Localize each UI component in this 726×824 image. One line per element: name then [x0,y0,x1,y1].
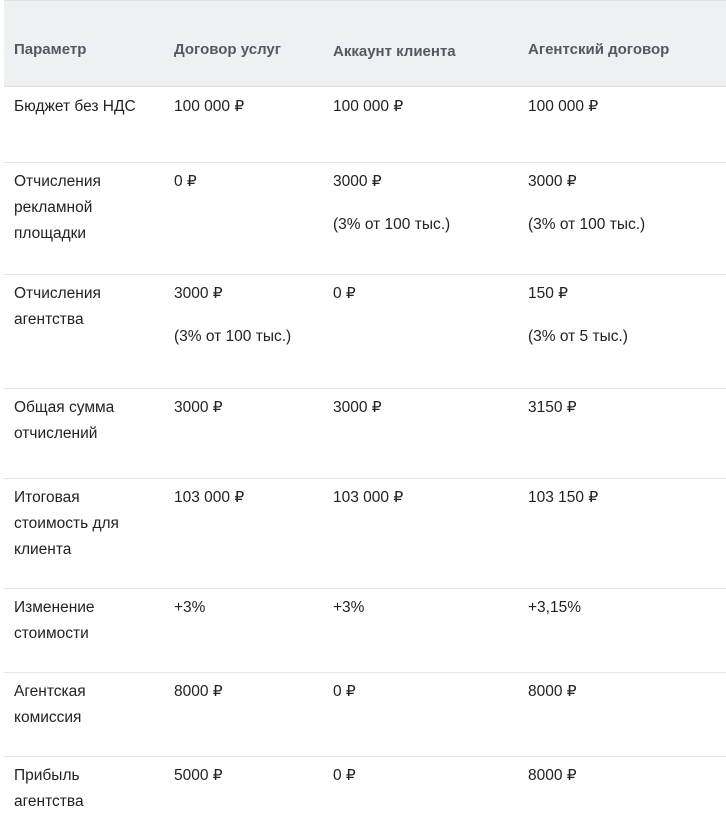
cell-client-account [333,485,523,511]
cell-services [174,281,324,350]
cell-agency [528,595,718,621]
cell-services [174,169,324,195]
table-row [4,673,726,757]
cell-value: 3000 ₽ [333,173,382,190]
cell-value: 8000 ₽ [528,683,577,700]
cell-value: 0 ₽ [333,683,356,700]
cell-param: Агентская комиссия [14,683,86,726]
cell-value: 3000 ₽ [174,399,223,416]
cell-agency [528,763,718,789]
cell-param: Бюджет без НДС [14,98,136,115]
cell-note: (3% от 100 тыс.) [333,216,451,233]
cell-value: 0 ₽ [333,285,356,302]
cell-value: 8000 ₽ [528,767,577,784]
cell-note: (3% от 100 тыс.) [528,216,646,233]
cell-client-account [333,281,523,307]
cell-client-account [333,395,523,421]
cell-services [174,94,324,120]
comparison-table [4,0,726,824]
cell-value: 3000 ₽ [333,399,382,416]
header-agency-contract: Агентский договор [528,41,670,58]
cell-client-account [333,595,523,621]
cell-value: 0 ₽ [333,767,356,784]
cell-value: 103 000 ₽ [174,489,245,506]
cell-services [174,395,324,421]
cell-param: Изменение стоимости [14,599,95,642]
cell-agency [528,395,718,421]
cell-value: 0 ₽ [174,173,197,190]
cell-value: +3% [333,599,365,616]
header-services-contract: Договор услуг [174,41,281,58]
cell-services [174,485,324,511]
cell-value: 103 000 ₽ [333,489,404,506]
cell-services [174,595,324,621]
cell-value: 100 000 ₽ [333,98,404,115]
cell-value: 100 000 ₽ [528,98,599,115]
cell-agency [528,485,718,511]
cell-value: 100 000 ₽ [174,98,245,115]
cell-services [174,679,324,705]
table-header [4,0,726,87]
cell-agency [528,94,718,120]
cell-services [174,763,324,789]
cell-param: Общая сумма отчислений [14,399,115,442]
cell-client-account [333,169,523,238]
cell-client-account [333,94,523,120]
cell-agency [528,679,718,705]
table-row [4,275,726,389]
table-row [4,589,726,673]
cell-value: +3,15% [528,599,582,616]
cell-value: 3150 ₽ [528,399,577,416]
cell-value: 150 ₽ [528,285,569,302]
cell-note: (3% от 5 тыс.) [528,328,628,345]
cell-value: 103 150 ₽ [528,489,599,506]
cell-client-account [333,763,523,789]
cell-client-account [333,679,523,705]
cell-note: (3% от 100 тыс.) [174,328,292,345]
cell-value: +3% [174,599,206,616]
cell-param: Отчисления агентства [14,285,101,328]
cell-param: Итоговая стоимость для клиента [14,489,119,558]
cell-value: 3000 ₽ [174,285,223,302]
table-row [4,163,726,275]
table-row [4,757,726,824]
cell-value: 5000 ₽ [174,767,223,784]
table-row [4,87,726,163]
table-row [4,389,726,479]
cell-agency [528,169,718,238]
cell-param: Прибыль агентства [14,767,84,810]
cell-agency [528,281,718,350]
table-row [4,479,726,589]
cell-param: Отчисления рекламной площадки [14,173,101,242]
header-client-account: Аккаунт клиента [333,43,456,60]
cell-value: 8000 ₽ [174,683,223,700]
header-param: Параметр [14,41,87,58]
cell-value: 3000 ₽ [528,173,577,190]
